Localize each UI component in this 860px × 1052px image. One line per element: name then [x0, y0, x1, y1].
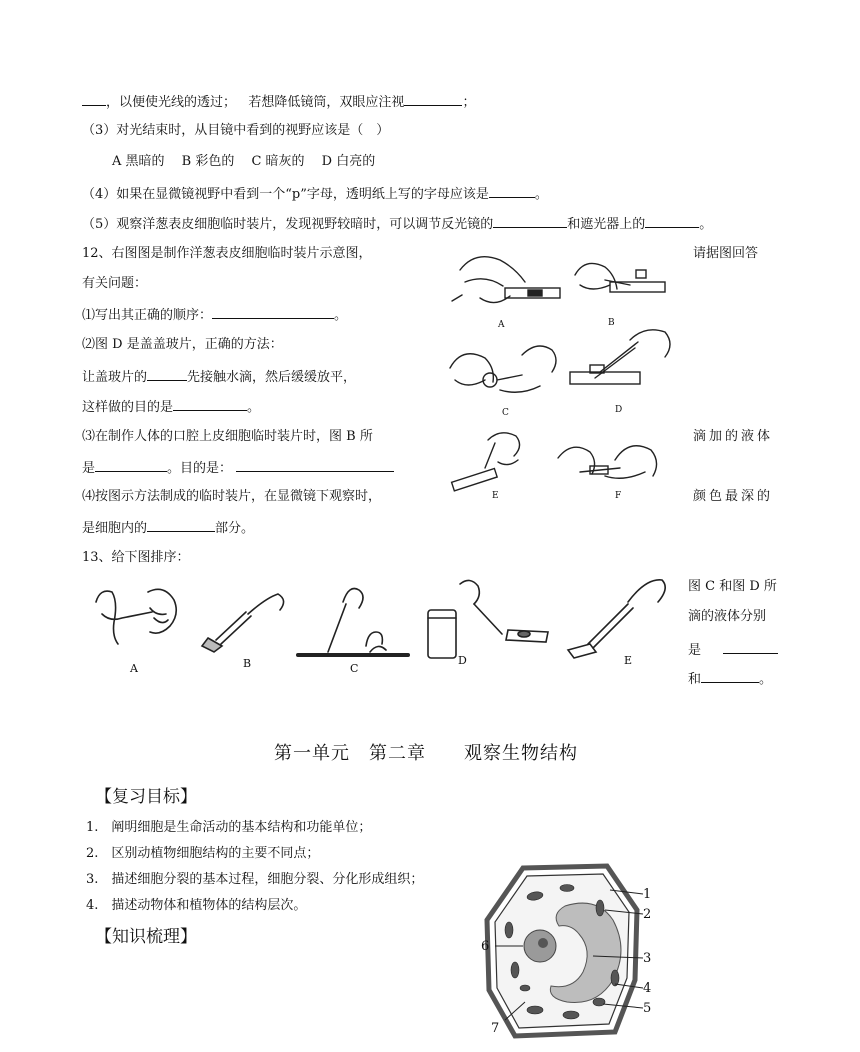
- goal-4: 4. 描述动物体和植物体的结构层次。: [86, 898, 307, 913]
- q13-intro: 13、给下图排序：: [82, 550, 190, 565]
- q13-fig-label-d: D: [458, 654, 467, 667]
- chapter-title: 第一单元 第二章 观察生物结构: [274, 743, 578, 764]
- q11-4-text: （4）如果在显微镜视野中看到一个“p”字母，透明纸上写的字母应该是: [82, 187, 489, 202]
- q12-p3-right: 滴加的液体: [693, 429, 774, 444]
- q11-5-text-b: 和遮光器上的: [567, 217, 646, 232]
- cell-label-3: 3: [643, 951, 652, 966]
- punct: 。: [759, 672, 773, 687]
- answer-blank[interactable]: [173, 397, 247, 411]
- goal-1: 1. 阐明细胞是生命活动的基本结构和功能单位；: [86, 820, 372, 835]
- q13-side-3: [688, 640, 778, 660]
- q12-p2b-text: 先接触水滴，然后缓缓放平，: [187, 370, 357, 385]
- q12-sketch-b: [575, 263, 665, 292]
- q12-sketch-e: [452, 433, 520, 491]
- q13-sketch-b: [202, 594, 284, 652]
- q12-p4-right: 颜色最深的: [693, 489, 774, 504]
- q12-p3-2b: 。目的是：: [167, 461, 233, 476]
- q13-figure: [88, 572, 678, 680]
- punct: 。: [699, 217, 713, 232]
- answer-blank[interactable]: [493, 214, 567, 228]
- answer-blank[interactable]: [95, 458, 167, 472]
- q12-intro: 12、右图图是制作洋葱表皮细胞临时装片示意图，: [82, 246, 372, 261]
- answer-blank[interactable]: [701, 669, 759, 683]
- answer-blank[interactable]: [723, 640, 778, 654]
- q13-fig-label-b: B: [243, 657, 252, 670]
- q12-sketch-c: [450, 346, 556, 392]
- cell-label-4: 4: [643, 981, 652, 996]
- cell-label-2: 2: [643, 907, 652, 922]
- answer-blank[interactable]: [489, 184, 535, 198]
- answer-blank[interactable]: [404, 92, 462, 106]
- q12-p1-text: ⑴写出其正确的顺序：: [82, 308, 213, 323]
- q11-3-options: A 黑暗的 B 彩色的 C 暗灰的 D 白亮的: [112, 154, 376, 169]
- q12-fig-label-d: D: [615, 405, 623, 415]
- goal-2: 2. 区别动植物细胞结构的主要不同点；: [86, 846, 320, 861]
- q11-4: [82, 184, 548, 204]
- q13-fig-label-a: A: [130, 662, 138, 675]
- q12-p4: ⑷按图示方法制成的临时装片，在显微镜下观察时，: [82, 489, 382, 504]
- q12-p4-2a: 是细胞内的: [82, 521, 148, 536]
- q12-intro-2: 有关问题：: [82, 276, 148, 291]
- q13-side-4-text: 和: [688, 672, 702, 687]
- q12-p4-2b: 部分。: [215, 521, 255, 536]
- q12-p2a: [82, 367, 356, 387]
- knowledge-heading: 【知识梳理】: [95, 927, 197, 947]
- q11-line1: [82, 92, 475, 112]
- cell-label-5: 5: [643, 1001, 652, 1016]
- q12-sketch-d: [570, 330, 670, 384]
- q12-figure: [440, 240, 685, 505]
- q12-p2c-text: 这样做的目的是: [82, 400, 174, 415]
- q12-fig-label-c: C: [502, 408, 509, 418]
- q12-p3-2: [82, 458, 394, 478]
- q12-fig-label-b: B: [608, 318, 615, 328]
- plant-cell-diagram: [475, 860, 665, 1040]
- q11-5: [82, 214, 712, 234]
- q13-side-3-text: 是: [688, 643, 702, 658]
- goal-3: 3. 描述细胞分裂的基本过程，细胞分裂、分化形成组织；: [86, 872, 424, 887]
- answer-blank[interactable]: [147, 518, 215, 532]
- q12-fig-label-a: A: [498, 320, 505, 330]
- q12-sketch-f: [558, 446, 657, 478]
- punct: 。: [334, 308, 348, 323]
- nucleolus: [538, 938, 548, 948]
- review-heading: 【复习目标】: [95, 787, 197, 807]
- q13-fig-label-c: C: [350, 662, 359, 675]
- q11-line1-b: 若想降低镜筒，双眼应注视: [248, 95, 405, 110]
- cell-label-1: 1: [643, 887, 652, 902]
- q12-p4-2: [82, 518, 254, 538]
- q11-3: （3）对光结束时，从目镜中看到的视野应该是（ ）: [82, 123, 390, 138]
- q12-fig-label-e: E: [492, 491, 499, 501]
- q13-sketch-d: [428, 580, 548, 658]
- answer-blank[interactable]: [147, 367, 187, 381]
- answer-blank[interactable]: [236, 458, 394, 472]
- q12-p2: ⑵图 D 是盖盖玻片，正确的方法：: [82, 337, 283, 352]
- answer-blank[interactable]: [82, 92, 106, 106]
- q13-sketch-c: [298, 589, 408, 656]
- q13-sketch-e: [568, 580, 665, 658]
- q12-p1: [82, 305, 347, 325]
- q12-sketch-a: [452, 257, 560, 303]
- q12-p2a-text: 让盖玻片的: [82, 370, 148, 385]
- punct: ；: [462, 95, 476, 110]
- cell-label-6: 6: [481, 939, 490, 954]
- q12-p2c: [82, 397, 260, 417]
- punct: 。: [247, 400, 261, 415]
- answer-blank[interactable]: [212, 305, 334, 319]
- q12-p3-2a: 是: [82, 461, 96, 476]
- q11-line1-a: ，以便使光线的透过；: [106, 95, 237, 110]
- q12-fig-label-f: F: [615, 491, 622, 501]
- q13-side-2: 滴的液体分别: [688, 609, 767, 624]
- q12-p3: ⑶在制作人体的口腔上皮细胞临时装片时，图 B 所: [82, 429, 373, 444]
- q12-intro-right: 请据图回答: [693, 246, 759, 261]
- q13-side-1: 图 C 和图 D 所: [688, 579, 777, 594]
- q13-fig-label-e: E: [624, 654, 633, 667]
- q11-5-text: （5）观察洋葱表皮细胞临时装片，发现视野较暗时，可以调节反光镜的: [82, 217, 494, 232]
- q13-side-4: [688, 669, 772, 689]
- answer-blank[interactable]: [645, 214, 699, 228]
- punct: 。: [534, 187, 548, 202]
- cell-label-7: 7: [491, 1021, 500, 1036]
- q13-sketch-a: [96, 589, 176, 644]
